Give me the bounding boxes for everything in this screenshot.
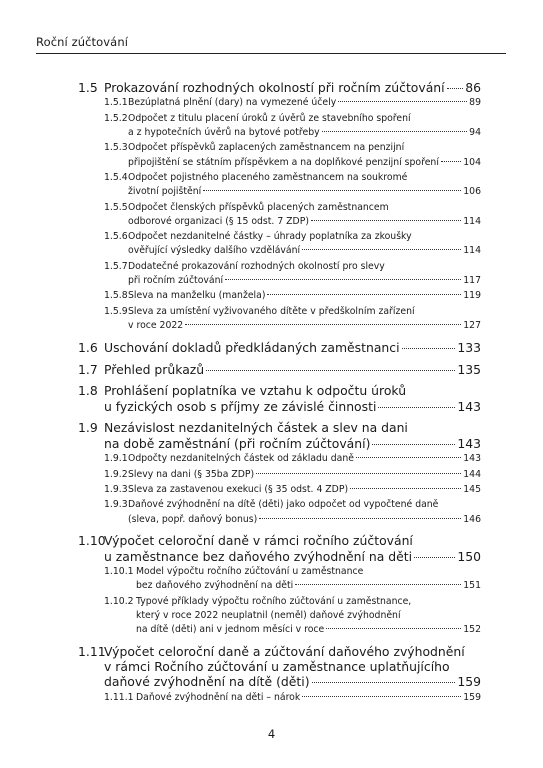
table-of-contents [78, 80, 481, 705]
toc-entry-number: 1.11.1 [104, 691, 134, 703]
toc-entry-title-line: ověřující výsledky dalšího vzdělávání [128, 245, 301, 257]
toc-entry-title-line: Daňové zvýhodnění na dítě (děti) jako odpočet od vypočtené daně [128, 499, 439, 511]
toc-entry-number: 1.9 [78, 420, 98, 436]
dot-leader [267, 294, 461, 295]
dot-leader [402, 348, 456, 349]
dot-leader [295, 584, 461, 585]
toc-entry-page: 151 [463, 580, 481, 592]
toc-entry-page: 117 [463, 275, 481, 287]
toc-entry-title-line: u fyzických osob s příjmy ze závislé činnosti [104, 398, 377, 414]
dot-leader [326, 628, 461, 629]
toc-entry-title-line: v roce 2022 [128, 320, 184, 332]
toc-entry-title-line: na době zaměstnání (při ročním zúčtování) [104, 435, 371, 451]
header-rule [36, 53, 506, 54]
dot-leader [311, 220, 461, 221]
toc-entry [78, 691, 481, 705]
toc-entry-page: 106 [463, 186, 481, 198]
toc-entry-title-line: (sleva, popř. daňový bonus) [128, 513, 258, 525]
toc-entry-number: 1.9.1 [104, 453, 128, 465]
dot-leader [206, 370, 455, 371]
toc-entry [78, 230, 481, 258]
toc-entry-title-line: a z hypotečních úvěrů na bytové potřeby [128, 127, 320, 139]
toc-entry-title-line: Odpočty nezdanitelných částek od základu daně [128, 453, 354, 465]
dot-leader [256, 473, 461, 474]
toc-entry-title-line: na dítě (děti) ani v jednom měsíci v roce [136, 624, 325, 636]
toc-entry-number: 1.5.3 [104, 142, 128, 154]
toc-entry-title-line: daňové zvýhodnění na dítě (děti) [104, 674, 310, 690]
dot-leader [302, 249, 461, 250]
toc-entry-page: 135 [457, 361, 481, 377]
toc-entry-number: 1.10.1 [104, 566, 134, 578]
dot-leader [225, 279, 461, 280]
toc-entry-title-line: Nezávislost nezdanitelných částek a slev na dani [104, 420, 408, 436]
toc-entry-page: 159 [463, 691, 481, 703]
toc-entry-page: 127 [463, 320, 481, 332]
toc-entry-number: 1.6 [78, 339, 98, 355]
toc-entry-number: 1.10.2 [104, 595, 134, 607]
toc-entry-page: 143 [463, 453, 481, 465]
toc-entry-title-line: Odpočet příspěvků zaplacených zaměstnancem na penzijní [128, 142, 405, 154]
toc-entry-title-line: odborové organizaci (§ 15 odst. 7 ZDP) [128, 215, 309, 227]
toc-entry-page: 94 [469, 127, 481, 139]
toc-entry-page: 159 [457, 674, 481, 690]
toc-entry-title-line: Sleva za umístění vyživovaného dítěte v předškolním zařízení [128, 305, 415, 317]
toc-entry-title-line: Výpočet celoroční daně a zúčtování daňového zvýhodnění [104, 643, 465, 659]
toc-entry-number: 1.5.2 [104, 112, 128, 124]
toc-entry-title-line: Odpočet z titulu placení úroků z úvěrů ze stavebního spoření [128, 112, 411, 124]
toc-entry [78, 565, 481, 593]
toc-entry [78, 483, 481, 497]
toc-entry-number: 1.9.3 [104, 499, 128, 511]
toc-entry [78, 305, 481, 333]
toc-entry [78, 383, 481, 414]
toc-entry-page: 144 [463, 468, 481, 480]
toc-entry-page: 152 [463, 624, 481, 636]
toc-entry-page: 86 [465, 80, 481, 95]
page-number: 4 [267, 727, 276, 741]
toc-entry [78, 289, 481, 303]
toc-entry-title-line: Uschování dokladů předkládaných zaměstnanci [104, 339, 400, 355]
toc-entry-title-line: Dodatečné prokazování rozhodných okolností pro slevy [128, 260, 385, 272]
toc-entry-number: 1.5.4 [104, 172, 128, 184]
toc-entry-page: 143 [457, 435, 481, 451]
toc-entry [78, 362, 481, 377]
toc-entry-title-line: bez daňového zvýhodnění na děti [136, 580, 294, 592]
toc-entry-number: 1.5.8 [104, 290, 128, 302]
toc-entry [78, 260, 481, 288]
toc-entry-number: 1.10 [78, 533, 106, 549]
toc-entry-page: 146 [463, 513, 481, 525]
toc-entry [78, 452, 481, 466]
toc-entry-title-line: Typové příklady výpočtu ročního zúčtování u zaměstnance, [136, 595, 412, 607]
toc-entry-title-line: u zaměstnance bez daňového zvýhodnění na děti [104, 548, 413, 564]
dot-leader [259, 518, 461, 519]
dot-leader [356, 457, 461, 458]
toc-entry-title-line: Přehled průkazů [104, 361, 205, 377]
toc-entry [78, 533, 481, 564]
toc-entry-number: 1.5.1 [104, 97, 128, 109]
toc-entry [78, 644, 481, 690]
toc-entry-title-line: Sleva na manželku (manžela) [128, 290, 266, 302]
toc-entry [78, 420, 481, 451]
dot-leader [302, 696, 461, 697]
toc-entry-title-line: Odpočet členských příspěvků placených zaměstnancem [128, 201, 389, 213]
toc-entry-page: 143 [457, 398, 481, 414]
dot-leader [350, 488, 461, 489]
toc-entry-title-line: Prokazování rozhodných okolností při ročním zúčtování [104, 80, 445, 95]
toc-entry-page: 133 [457, 339, 481, 355]
toc-entry-title-line: v rámci Ročního zúčtování u zaměstnance uplatňujícího [104, 659, 450, 675]
toc-entry-page: 145 [463, 483, 481, 495]
page-header-title: Roční zúčtování [36, 35, 129, 49]
dot-leader [378, 407, 455, 408]
toc-entry-title-line: Sleva za zastavenou exekuci (§ 35 odst. 4 ZDP) [128, 483, 349, 495]
toc-entry-page: 89 [469, 97, 481, 109]
toc-entry-number: 1.5.5 [104, 201, 128, 213]
toc-entry-number: 1.5.7 [104, 260, 128, 272]
toc-entry-page: 114 [463, 215, 481, 227]
toc-entry [78, 468, 481, 482]
dot-leader [322, 131, 468, 132]
toc-entry-title-line: Odpočet pojistného placeného zaměstnancem na soukromé [128, 172, 408, 184]
toc-entry-title-line: Prohlášení poplatníka ve vztahu k odpočtu úroků [104, 383, 407, 399]
toc-entry-title-line: Výpočet celoroční daně v rámci ročního zúčtování [104, 533, 413, 549]
toc-entry-number: 1.8 [78, 383, 98, 399]
toc-entry-title-line: Slevy na dani (§ 35ba ZDP) [128, 468, 255, 480]
toc-entry-title-line: Model výpočtu ročního zúčtování u zaměstnance [136, 566, 364, 578]
dot-leader [441, 161, 461, 162]
toc-entry-number: 1.9.2 [104, 468, 128, 480]
toc-entry [78, 340, 481, 355]
toc-entry [78, 171, 481, 199]
toc-entry-number: 1.11 [78, 643, 106, 659]
toc-entry [78, 498, 481, 526]
toc-entry-number: 1.9.3 [104, 483, 128, 495]
toc-entry-number: 1.5.6 [104, 231, 128, 243]
toc-entry [78, 80, 481, 95]
toc-entry-number: 1.7 [78, 361, 98, 377]
toc-entry-title-line: Bezúplatná plnění (dary) na vymezené účely [128, 97, 337, 109]
toc-entry-page: 104 [463, 156, 481, 168]
toc-entry-page: 150 [457, 548, 481, 564]
toc-entry [78, 96, 481, 110]
dot-leader [447, 88, 464, 89]
toc-entry-title-line: připojištění se státním příspěvkem a na doplňkové penzijní spoření [128, 156, 439, 168]
toc-entry-number: 1.5 [78, 80, 98, 95]
dot-leader [185, 324, 461, 325]
toc-entry-number: 1.5.9 [104, 305, 128, 317]
toc-entry-title-line: Daňové zvýhodnění na děti – nárok [136, 691, 301, 703]
toc-entry-title-line: životní pojištění [128, 186, 202, 198]
toc-entry-title-line: při ročním zúčtování [128, 275, 224, 287]
toc-entry-title-line: který v roce 2022 neuplatnil (neměl) daňové zvýhodnění [136, 609, 401, 621]
toc-entry-page: 119 [463, 290, 481, 302]
toc-entry-page: 114 [463, 245, 481, 257]
toc-entry [78, 595, 481, 638]
toc-entry [78, 201, 481, 229]
dot-leader [338, 101, 467, 102]
toc-entry [78, 112, 481, 140]
dot-leader [372, 444, 455, 445]
toc-entry [78, 141, 481, 169]
dot-leader [203, 190, 461, 191]
dot-leader [312, 682, 456, 683]
toc-entry-title-line: Odpočet nezdanitelné částky – úhrady poplatníka za zkoušky [128, 231, 412, 243]
dot-leader [414, 557, 455, 558]
